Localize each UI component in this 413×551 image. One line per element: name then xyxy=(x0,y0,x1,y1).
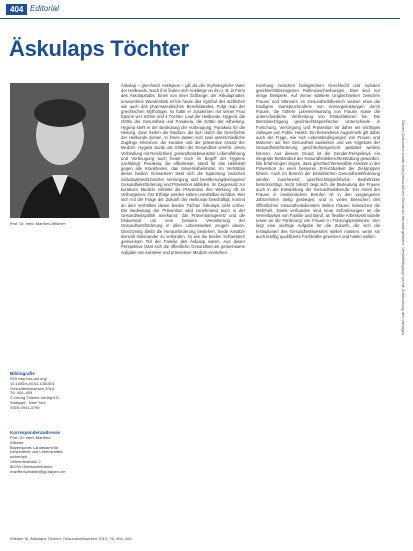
section-label: Editorial xyxy=(30,4,59,13)
correspondence-heading: Korrespondenzadresse xyxy=(10,430,61,435)
bibliography-line: Stuttgart · New York xyxy=(10,399,46,405)
correspondence-block xyxy=(10,430,110,474)
correspondence-line: Bayerisches Landesamt für xyxy=(10,444,59,450)
photo-caption: Prof. Dr. med. Manfred Wildner xyxy=(10,221,66,226)
correspondence-email[interactable]: manfred.wildner@lgl.bayern.de xyxy=(10,468,66,474)
bibliography-line: 76: 404–405 xyxy=(10,390,33,396)
bibliography-block xyxy=(10,371,110,411)
author-photo xyxy=(10,83,109,218)
header-rule xyxy=(0,18,400,19)
body-text-column-1: Äskulap – griechisch Asklepios – gilt als der mythologische Vater der Heilkunde. Nach ihm finden sich Anklänge an ihn z. B. in Form des Äskulapstabs. Einen von einer Schlange, der Äskulapnatter, umwundene Wanderstab ist bis heute das Symbol des ärztlichen wie auch des pharmazeutischen Berufsstandes. Folgt man der griechischen Mythologie, so hatte er zusammen mit seiner Frau Epione vier Söhne und 4 Töchter. Laut der Heilkunde: Hygieia, die Göttin der Gesundheit und Panakeia, die Göttin der Allheilung. Hygieia steht in der Bedeutung der Vorbeugung, Panakeia für die Heilung. Zwei Seiten der Medizin, die sich durch die Geschichte der Heilkunde ziehen. In ihnen lassen sich zwei unterschiedliche Zugänge erkennen: der kurative und der präventive Ansatz der Medizin. Hygieia wurde als Göttin der Gesundheit verehrt, deren Verbindung mit Reinlichkeit, gesundheitsbewusster Lebensführung und Vorbeugung auch heute noch im Begriff der Hygiene nachklingt. Panakeia, die Allheilende, stand für das Heilmittel gegen alle Krankheiten, das Universalheilmittel. Im Verhältnis dieser beiden Schwestern lässt sich die Spannung zwischen individualmedizinischer Versorgung und bevölkerungsbezogener Gesundheitsförderung und Prävention abbilden. Im Gegensatz zur kurativen Medizin entfaltet die Prävention ihre Wirkung oft im Verborgenen; ihre Erfolge werden selten unmittelbar sichtbar. Wer sich mit der Frage der Zukunft der Heilkunde beschäftigt, kommt an dem Verhältnis dieser beiden Töchter Äskulaps nicht vorbei. Die Bedeutung der Prävention wird zunehmend auch in der Gesundheitspolitik anerkannt; das Präventionsgesetz und die Diskussion um eine bessere Verankerung der Gesundheitsförderung in allen Lebenswelten zeugen davon. Gleichzeitig bleibt die Herausforderung bestehen, beide Ansätze sinnvoll miteinander zu verbinden, so wie die beiden Schwestern gemeinsam Teil der Familie des Äskulap waren. Aus dieser Perspektive lässt sich die öffentliche Gesundheit als gemeinsame Aufgabe von kurativer und präventiver Medizin verstehen. xyxy=(121,83,245,255)
article-title: Äskulaps Töchter xyxy=(9,36,189,61)
correspondence-line: 85764 Oberschleißheim xyxy=(10,463,53,469)
side-note-text: Dieses Dokument wurde zum persönlichen Gebrauch heruntergeladen. Vervielfältigung nur mit Zustimmung des Verlages. xyxy=(401,120,406,337)
bibliography-line: DOI http://dx.doi.org/ xyxy=(10,376,47,381)
bibliography-line: ISSN 0941-3790 xyxy=(10,404,40,410)
header-bar xyxy=(0,0,413,20)
bibliography-line: © Georg Thieme Verlag KG xyxy=(10,395,59,401)
correspondence-line: Gesundheit und Lebensmittel- xyxy=(10,449,64,455)
correspondence-line: sicherheit xyxy=(10,454,28,460)
body-text-column-2: menhang zwischen biologischem Geschlecht und sozialen geschlechtsbezogenen Rollenzuschreibungen. Dies sind nur einige Beispiele. Auf immer stärkere Ungleichheiten zwischen Frauen und Männern im Gesundheitsbereich weisen etwa die häufigere Inanspruchnahme von Vorsorgeleistungen durch Frauen, die höhere Lebenserwartung von Frauen sowie die unterschiedliche Verbreitung von Risikofaktoren hin. Die Berücksichtigung geschlechtsspezifischer Unterschiede in Forschung, Versorgung und Prävention ist daher ein wichtiges Anliegen von Public Health. Ein besonderes Augenmerk gilt dabei auch der Frage, wie sich Lebensbedingungen von Frauen und Männern auf ihre Gesundheit auswirken und wie Angebote der Gesundheitsförderung geschlechtergerecht gestaltet werden können. Aus diesem Grund ist die Gender-Perspektive ein integraler Bestandteil der Gesundheitsberichterstattung geworden. Die Erfahrungen zeigen, dass geschlechtersensible Ansätze in der Prävention zu einer besseren Erreichbarkeit der Zielgruppen führen. Auch im Bereich der betrieblichen Gesundheitsförderung werden zunehmend geschlechtsspezifische Bedürfnisse berücksichtigt. Nicht zuletzt zeigt sich die Bedeutung der Frauen auch in der Entwicklung der Gesundheitsberufe: Der Anteil der Frauen in medizinischen Berufen ist in den vergangenen Jahrzehnten stetig gestiegen, und in vielen Bereichen des Öffentlichen Gesundheitsdienstes stellen Frauen inzwischen die Mehrheit. Damit verbunden sind neue Anforderungen an die Vereinbarkeit von Familie und Beruf, an flexible Arbeitszeitmodelle sowie an die Förderung von Frauen in Führungspositionen. Hier liegt eine wichtige Aufgabe für die Zukunft, der sich die Institutionen des Gesundheitswesens stellen müssen, wenn sie auch künftig qualifizierte Fachkräfte gewinnen und halten wollen. xyxy=(256,83,380,239)
correspondence-line: Prof. Dr. med. Manfred xyxy=(10,435,51,440)
body-column-1 xyxy=(121,83,245,255)
author-portrait-image xyxy=(10,83,109,218)
bibliography-line: Gesundheitswesen 2014; xyxy=(10,385,56,391)
page-number: 404 xyxy=(6,4,27,15)
body-column-2 xyxy=(256,83,380,239)
citation-footer: Wildner M. Äskulaps Töchter. Gesundheitswesen 2014; 76: 404–405 xyxy=(10,536,132,541)
correspondence-line: Veterinärstraße 2 xyxy=(10,458,41,464)
bibliography-heading: Bibliografie xyxy=(10,371,35,376)
correspondence-line: Wildner xyxy=(10,439,24,445)
bibliography-line: 10.1055/s-0034-1381501 xyxy=(10,380,55,386)
copyright-side-note xyxy=(396,120,408,500)
